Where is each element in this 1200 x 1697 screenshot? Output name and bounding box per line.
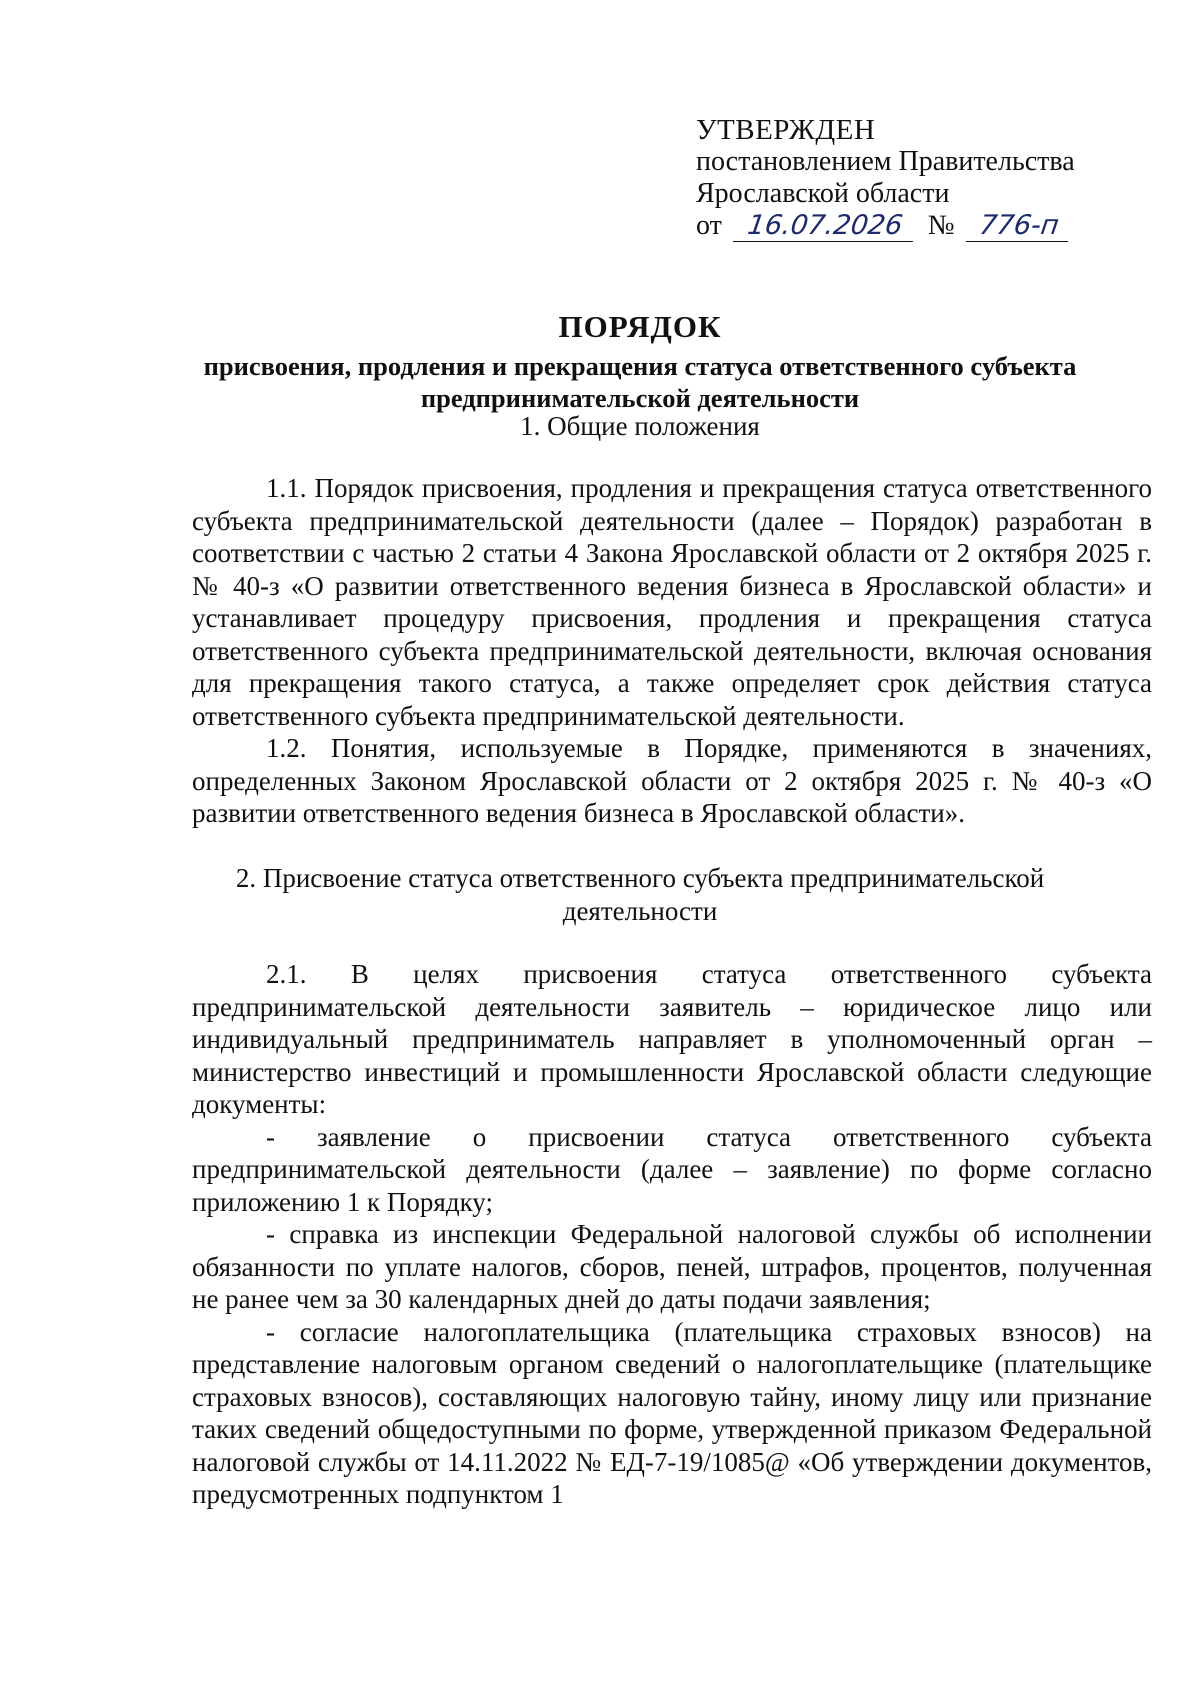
section2-heading: [200, 862, 1080, 928]
document-title: [200, 310, 1080, 414]
bullet-tax-certificate: - справка из инспекции Федеральной налоговой службы об исполнении обязанности по уплате налогов, сборов, пеней, штрафов, процентов, полученная не ранее чем за 30 календарных дней до даты подачи заявления;: [192, 1219, 1152, 1314]
number-prefix: №: [927, 210, 955, 241]
paragraph-1-1: 1.1. Порядок присвоения, продления и прекращения статуса ответственного субъекта предпринимательской деятельности (далее – Порядок) разработан в соответствии с частью 2 статьи 4 Закона Ярославской области от 2 октября 2025 г. № 40-з «О развитии ответственного ведения бизнеса в Ярославской области» и устанавливает процедуру присвоения, продления и прекращения статуса ответственного субъекта предпринимательской деятельности, включая основания для прекращения такого статуса, а также определяет срок действия статуса ответственного субъекта предпринимательской деятельности.: [192, 473, 1152, 731]
section2-heading-line2: деятельности: [562, 896, 718, 926]
approval-date-number-line: [696, 210, 1075, 242]
title-sub-line2: предпринимательской деятельности: [420, 383, 860, 413]
handwritten-number: 776-п: [965, 211, 1071, 242]
title-main: ПОРЯДОК: [558, 309, 722, 344]
title-sub-line1: присвоения, продления и прекращения статуса ответственного субъекта: [203, 351, 1077, 381]
handwritten-date: 16.07.2026: [733, 211, 917, 242]
approval-region: Ярославской области: [696, 178, 950, 209]
bullet-application: - заявление о присвоении статуса ответственного субъекта предпринимательской деятельности (далее – заявление) по форме согласно приложению 1 к Порядку;: [192, 1121, 1152, 1217]
section2-body: [192, 958, 1152, 1511]
approval-block: [696, 114, 1075, 242]
paragraph-1-2: 1.2. Понятия, используемые в Порядке, применяются в значениях, определенных Законом Ярославской области от 2 октября 2025 г. № 40-з «О развитии ответственного ведения бизнеса в Ярославской области».: [192, 733, 1152, 828]
section1-body: [192, 472, 1152, 830]
paragraph-2-1: 2.1. В целях присвоения статуса ответственного субъекта предпринимательской деятельности заявитель – юридическое лицо или индивидуальный предприниматель направляет в уполномоченный орган – министерство инвестиций и промышленности Ярославской области следующие документы:: [192, 959, 1152, 1119]
bullet-taxpayer-consent: - согласие налогоплательщика (плательщика страховых взносов) на представление налоговым органом сведений о налогоплательщике (плательщике страховых взносов), составляющих налоговую тайну, иному лицу или признание таких сведений общедоступными по форме, утвержденной приказом Федеральной налоговой службы от 14.11.2022 № ЕД-7-19/1085@ «Об утверждении документов, предусмотренных подпунктом 1: [192, 1316, 1152, 1509]
approval-issuer: постановлением Правительства: [696, 146, 1075, 177]
approval-heading: УТВЕРЖДЕН: [696, 114, 876, 146]
section2-heading-line1: 2. Присвоение статуса ответственного субъекта предпринимательской: [235, 863, 1045, 893]
date-prefix: от: [696, 210, 722, 241]
section1-heading: 1. Общие положения: [520, 411, 760, 441]
